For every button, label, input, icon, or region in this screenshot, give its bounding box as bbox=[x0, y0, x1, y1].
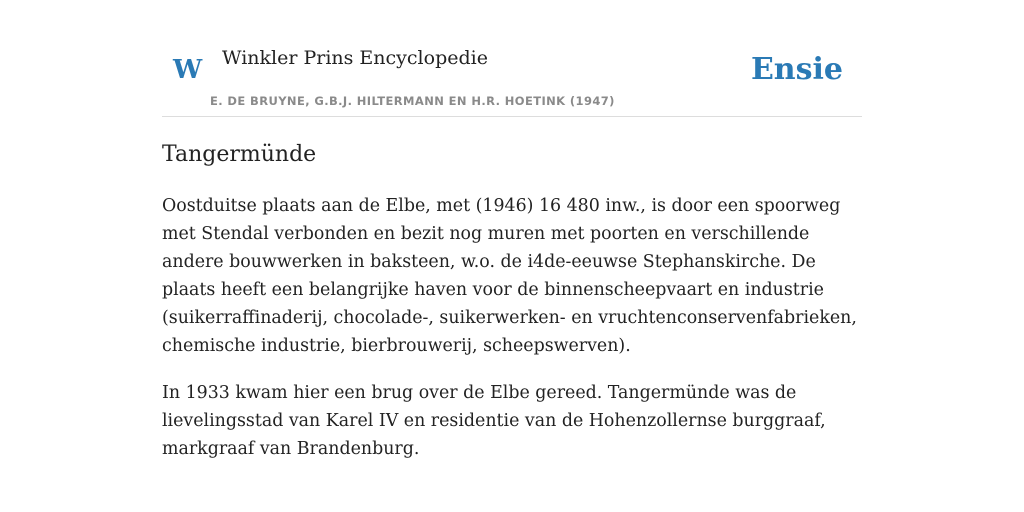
site-header bbox=[162, 0, 862, 117]
entry-body bbox=[162, 192, 862, 482]
ensie-logo[interactable]: Ensie bbox=[750, 52, 843, 87]
entry-paragraph: In 1933 kwam hier een brug over de Elbe gereed. Tangermünde was de lievelingsstad van Karel IV en residentie van de Hohenzollernse burggraaf, markgraaf van Brandenburg. bbox=[162, 383, 826, 459]
entry-title: Tangermünde bbox=[162, 142, 317, 167]
publication-title[interactable]: Winkler Prins Encyclopedie bbox=[222, 47, 488, 69]
page bbox=[162, 0, 862, 459]
publication-authors: E. DE BRUYNE, G.B.J. HILTERMANN EN H.R. HOETINK (1947) bbox=[210, 94, 615, 108]
publication-logo[interactable]: W bbox=[173, 55, 203, 85]
entry-paragraph: Oostduitse plaats aan de Elbe, met (1946) 16 480 inw., is door een spoorweg met Stendal verbonden en bezit nog muren met poorten en verschillende andere bouwwerken in baksteen, w.o. de i4de-eeuwse Stephanskirche. De plaats heeft een belangrijke haven voor de binnenscheepvaart en industrie (suikerraffinaderij, chocolade-, suikerwerken- en vruchtenconservenfabrieken, chemische industrie, bierbrouwerij, scheepswerven). bbox=[162, 196, 857, 356]
